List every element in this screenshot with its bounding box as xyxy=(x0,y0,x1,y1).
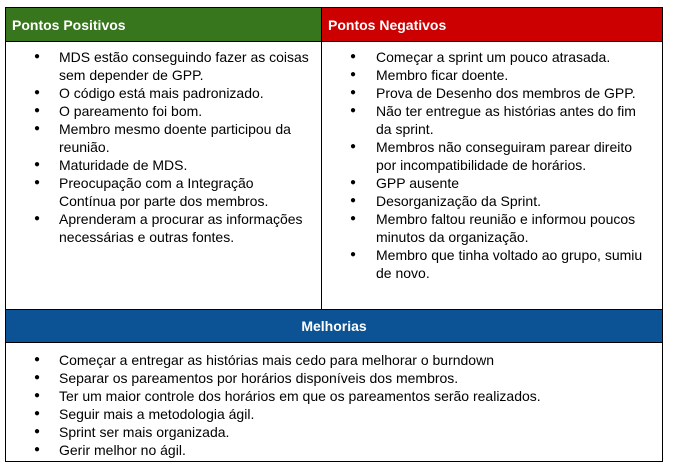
positive-points-cell xyxy=(6,42,322,309)
list-item: ● O pareamento foi bom. xyxy=(6,102,321,120)
header-row xyxy=(6,8,662,42)
positive-points-list xyxy=(6,42,321,246)
improvements-list xyxy=(6,343,662,459)
list-item: ● Membro ficar doente. xyxy=(322,66,662,84)
list-item: ● Membro que tinha voltado ao grupo, sumiu de novo. xyxy=(322,246,662,282)
list-item: ● Começar a entregar as histórias mais cedo para melhorar o burndown xyxy=(6,351,662,369)
negative-points-cell xyxy=(322,42,662,309)
list-item: ● MDS estão conseguindo fazer as coisas sem depender de GPP. xyxy=(6,48,321,84)
improvements-title: Melhorias xyxy=(301,318,367,334)
retrospective-table xyxy=(5,7,663,462)
list-item: ● Começar a sprint um pouco atrasada. xyxy=(322,48,662,66)
negative-points-title: Pontos Negativos xyxy=(328,16,447,33)
list-item: ● Membro faltou reunião e informou poucos minutos da organização. xyxy=(322,210,662,246)
improvements-cell xyxy=(6,343,662,461)
list-item: ● O código está mais padronizado. xyxy=(6,84,321,102)
list-item: ● Prova de Desenho dos membros de GPP. xyxy=(322,84,662,102)
list-item: ● Ter um maior controle dos horários em que os pareamentos serão realizados. xyxy=(6,387,662,405)
list-item: ● Não ter entregue as histórias antes do fim da sprint. xyxy=(322,102,662,138)
list-item: ● Seguir mais a metodologia ágil. xyxy=(6,405,662,423)
list-item: ● Membros não conseguiram parear direito por incompatibilidade de horários. xyxy=(322,138,662,174)
list-item: ● Aprenderam a procurar as informações necessárias e outras fontes. xyxy=(6,210,321,246)
list-item: ● Sprint ser mais organizada. xyxy=(6,423,662,441)
list-item: ● Separar os pareamentos por horários disponíveis dos membros. xyxy=(6,369,662,387)
positive-points-header xyxy=(6,8,322,41)
list-item: ● GPP ausente xyxy=(322,174,662,192)
positive-points-title: Pontos Positivos xyxy=(12,16,126,33)
list-item: ● Gerir melhor no ágil. xyxy=(6,441,662,459)
list-item: ● Maturidade de MDS. xyxy=(6,156,321,174)
list-item: ● Preocupação com a Integração Contínua por parte dos membros. xyxy=(6,174,321,210)
negative-points-list xyxy=(322,42,662,282)
improvements-header xyxy=(6,310,662,343)
list-item: ● Membro mesmo doente participou da reunião. xyxy=(6,120,321,156)
negative-points-header xyxy=(322,8,662,41)
points-row xyxy=(6,42,662,310)
list-item: ● Desorganização da Sprint. xyxy=(322,192,662,210)
